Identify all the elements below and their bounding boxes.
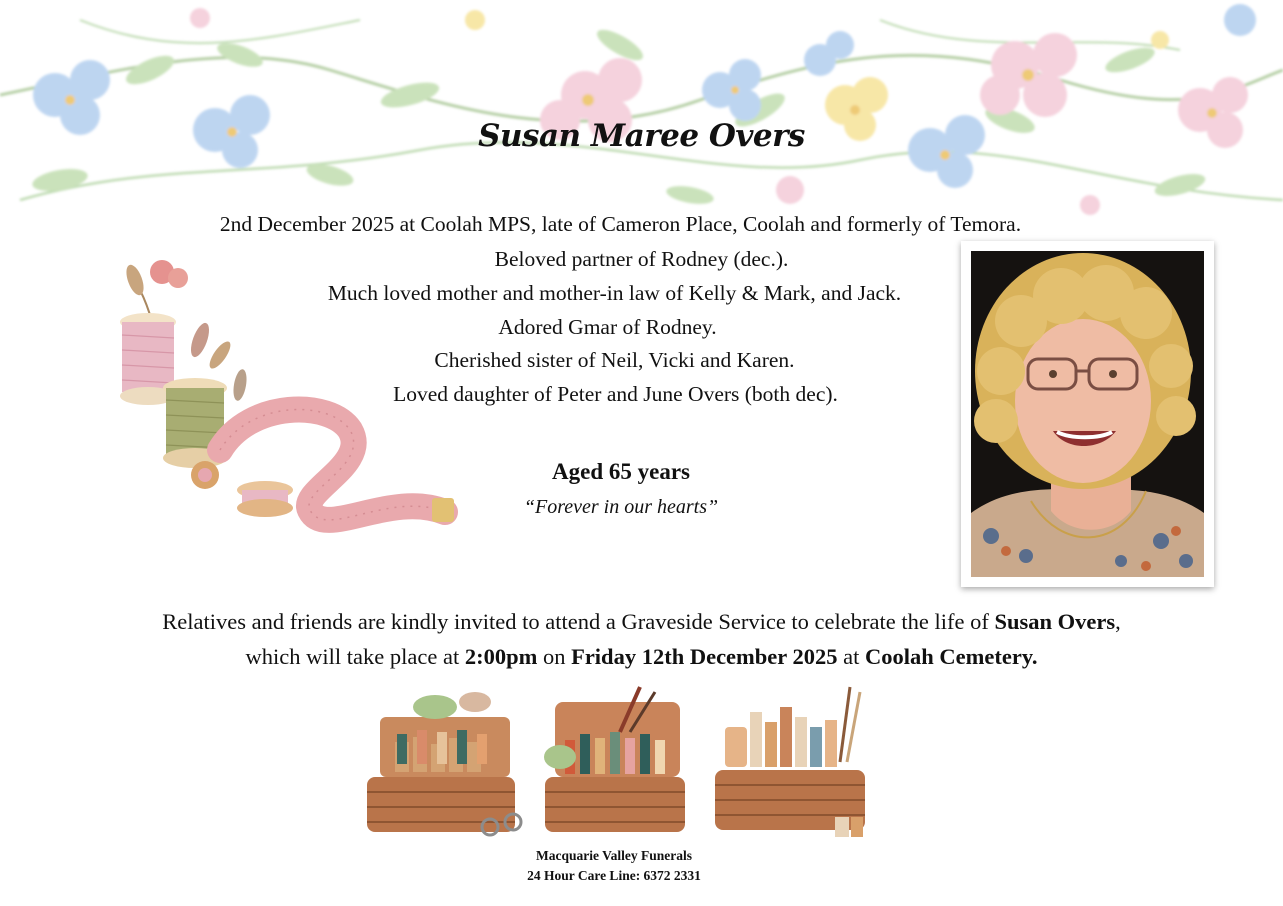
invitation-text-a: which will take place at (245, 644, 465, 669)
deceased-name-title: Susan Maree Overs (478, 118, 805, 154)
notice-line-children: Much loved mother and mother-in law of Kelly & Mark, and Jack. (327, 281, 902, 305)
service-date: Friday 12th December 2025 (571, 644, 838, 669)
service-venue: Coolah Cemetery. (865, 644, 1038, 669)
notice-line-siblings: Cherished sister of Neil, Vicki and Karen. (434, 348, 795, 372)
notice-line-partner: Beloved partner of Rodney (dec.). (494, 247, 789, 271)
invitation-text: Relatives and friends are kindly invited to attend a Graveside Service to celebrate the life of (162, 609, 995, 634)
sewing-baskets-illustration (355, 682, 890, 847)
service-invitation-line-1 (0, 609, 1283, 635)
care-line-phone: 24 Hour Care Line: 6372 2331 (527, 868, 701, 883)
invitation-text-b: on (537, 644, 572, 669)
notice-line-grandchild: Adored Gmar of Rodney. (498, 315, 717, 339)
service-time: 2:00pm (464, 644, 538, 669)
service-invitation-line-2 (0, 644, 1283, 670)
notice-line-death-details: 2nd December 2025 at Coolah MPS, late of Cameron Place, Coolah and formerly of Temora. (219, 212, 1022, 236)
invitation-name: Susan Overs (994, 609, 1116, 634)
funeral-director-name: Macquarie Valley Funerals (536, 848, 692, 863)
invitation-comma: , (1115, 609, 1121, 634)
invitation-text-c: at (837, 644, 865, 669)
age-statement: Aged 65 years (552, 459, 690, 484)
motto-text: “Forever in our hearts” (523, 496, 719, 518)
notice-line-parents: Loved daughter of Peter and June Overs (both dec). (393, 382, 838, 406)
